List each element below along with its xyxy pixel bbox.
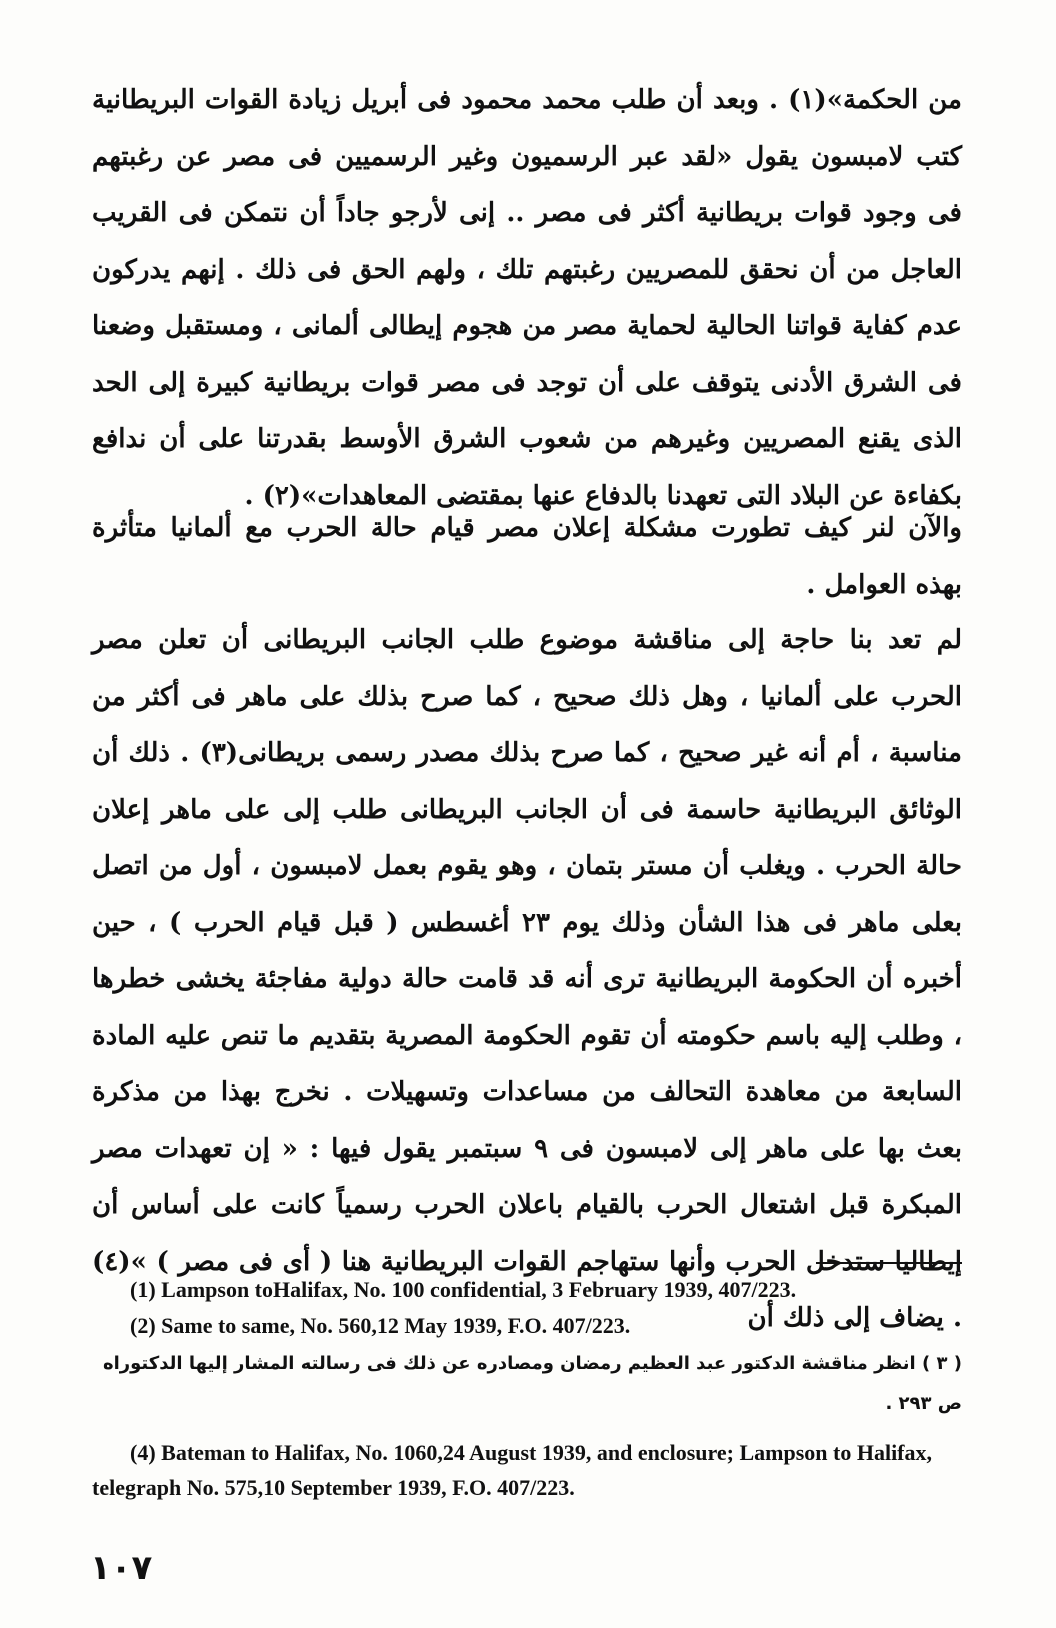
footnote-4: (4) Bateman to Halifax, No. 1060,24 August 1939, and enclosure; Lampson to Halifax, telegraph No. 575,10 September 1939, F.O. 407/223. xyxy=(92,1440,933,1500)
footnote-1: (1) Lampson toHalifax, No. 100 confidential, 3 February 1939, 407/223. xyxy=(130,1277,797,1302)
page-number: ١٠٧ xyxy=(90,1548,153,1588)
body-paragraph-1: من الحكمة»(١) . وبعد أن طلب محمد محمود فى أبريل زيادة القوات البريطانية كتب لامبسون يقول «لقد عبر الرسميون وغير الرسميين فى مصر عن رغبتهم فى وجود قوات بريطانية أكثر فى مصر .. إنى لأرجو جاداً أن نتمكن فى القريب العاجل من أن نحقق للمصريين رغبتهم تلك ، ولهم الحق فى ذلك . إنهم يدركون عدم كفاية قواتنا الحالية لحماية مصر من هجوم إيطالى ألمانى ، ومستقبل وضعنا فى الشرق الأدنى يتوقف على أن توجد فى مصر قوات بريطانية كبيرة إلى الحد الذى يقنع المصريين وغيرهم من شعوب الشرق الأوسط بقدرتنا على أن ندافع بكفاءة عن البلاد التى تعهدنا بالدفاع عنها بمقتضى المعاهدات»(٢) . xyxy=(92,85,962,511)
body-paragraph-3: لم تعد بنا حاجة إلى مناقشة موضوع طلب الجانب البريطانى أن تعلن مصر الحرب على ألمانيا ، وهل ذلك صحيح ، كما صرح بذلك على ماهر فى أكثر من مناسبة ، أم أنه غير صحيح ، كما صرح بذلك مصدر رسمى بريطانى(٣) . ذلك أن الوثائق البريطانية حاسمة فى أن الجانب البريطانى طلب إلى على ماهر إعلان حالة الحرب . ويغلب أن مستر بتمان ، وهو يقوم بعمل لامبسون ، أول من اتصل بعلى ماهر فى هذا الشأن وذلك يوم ٢٣ أغسطس ( قبل قيام الحرب ) ، حين أخبره أن الحكومة البريطانية ترى أنه قد قامت حالة دولية مفاجئة يخشى خطرها ، وطلب إليه باسم حكومته أن تقوم الحكومة المصرية بتقديم ما تنص عليه المادة السابعة من معاهدة التحالف من مساعدات وتسهيلات . نخرج بهذا من مذكرة بعث بها على ماهر إلى لامبسون فى ٩ سبتمبر يقول فيها : « إن تعهدات مصر المبكرة قبل اشتعال الحرب بالقيام باعلان الحرب رسمياً كانت على أساس أن إيطاليا ستدخل الحرب وأنها ستهاجم القوات البريطانية هنا ( أى فى مصر ) »(٤) . يضاف إلى ذلك أن xyxy=(92,625,962,1333)
footnote-3: ( ٣ ) انظر مناقشة الدكتور عبد العظيم رمضان ومصادره عن ذلك فى رسالته المشار إليها الدكتوراه ص ٢٩٣ . xyxy=(102,1353,962,1414)
body-paragraph-2: والآن لنر كيف تطورت مشكلة إعلان مصر قيام حالة الحرب مع ألمانيا متأثرة بهذه العوامل . xyxy=(92,513,962,600)
footnote-2: (2) Same to same, No. 560,12 May 1939, F.O. 407/223. xyxy=(130,1313,631,1338)
footnote-separator xyxy=(816,1262,962,1264)
